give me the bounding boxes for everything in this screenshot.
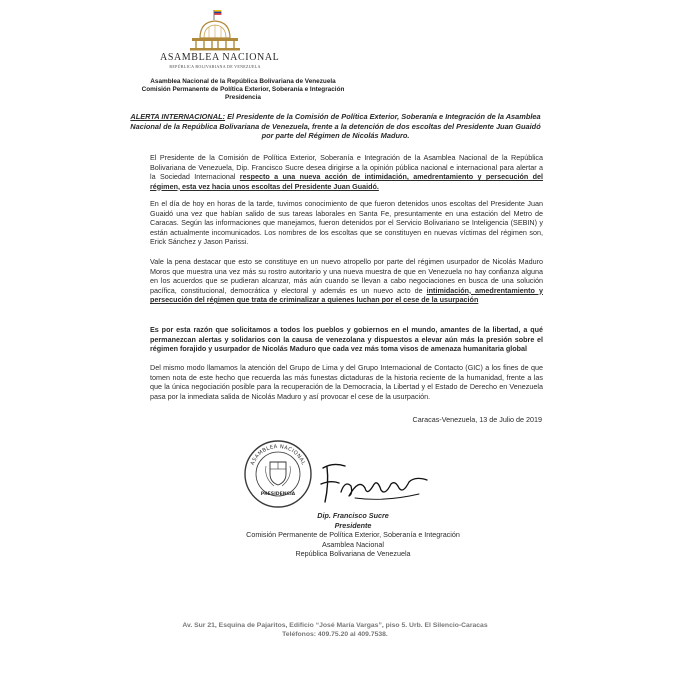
issuer-line: Comisión Permanente de Política Exterior, Soberanía e Integración [141, 86, 345, 93]
paragraph-emphasis: intimidación, amedrentamiento y persecución del régimen que trata de criminalizar a quienes luchan por el cese de la usurpación [150, 285, 543, 304]
seal-top-text: ASAMBLEA NACIONAL [249, 443, 307, 467]
flag-blue-stripe [214, 12, 221, 14]
seal-stamp-icon [242, 438, 314, 510]
signatory-line: República Bolivariana de Venezuela [295, 549, 411, 558]
seal-label: PRESIDENCIA [260, 492, 296, 497]
flag-yellow-stripe [214, 10, 221, 12]
title-lead: ALERTA INTERNACIONAL: [130, 112, 226, 121]
presidency-seal [242, 438, 314, 510]
title-rest: El Presidente de la Comisión de Política Exterior, Soberanía e Integración de la Asamblea Nacional de la República Bolivariana de Venezuela, frente a la detención de dos escoltas del Presidente Juan Guaidó por parte del Régimen de Nicolás Maduro. [130, 112, 541, 141]
footer [150, 621, 520, 639]
flag-red-stripe [214, 13, 221, 15]
signatory-name: Dip. Francisco Sucre [317, 511, 389, 520]
issuer-line: Presidencia [225, 94, 261, 101]
issuer-line: Asamblea Nacional de la República Bolivariana de Venezuela [150, 78, 336, 85]
logo-name: ASAMBLEA NACIONAL [160, 52, 280, 63]
paragraph-1 [150, 153, 543, 191]
asamblea-nacional-logo [160, 8, 280, 69]
paragraph-emphasis: respecto a una nueva acción de intimidación, amedrentamiento y persecución del régimen, esta vez hacia unos escoltas del Presidente Juan Guaidó. [150, 172, 543, 191]
paragraph-text: Vale la pena destacar que esto se constituye en un nuevo atropello por parte del régimen usurpador de Nicolás Maduro Moros que muestra una vez más su rostro autoritario y una nueva muestra de que en Venezuela no hay confianza alguna en los acuerdos que se pudieran alcanzar, más aún cuando se llevan a cabo negociaciones en busca de una solución pacífica, constitucional, democrática y electoral y además es un nuevo acto de [150, 257, 543, 295]
footer-phones: Teléfonos: 409.75.20 al 409.7538. [282, 631, 388, 638]
signature-block [228, 511, 478, 559]
handwritten-signature [315, 458, 435, 506]
signatory-role: Presidente [334, 520, 372, 530]
signatory-line: Comisión Permanente de Política Exterior, Soberanía e Integración [246, 530, 460, 539]
paragraph-3 [150, 257, 543, 305]
paragraph-4: Es por esta razón que solicitamos a todos los pueblos y gobiernos en el mundo, amantes de la libertad, a qué permanezcan alertas y solidarios con la causa de venezolana y dispuestos a elevar aún más la presión sobre el régimen forajido y usurpador de Nicolás Maduro que cada vez más toma visos de amenaza humanitaria global [150, 325, 543, 353]
footer-address: Av. Sur 21, Esquina de Pajaritos, Edificio “José María Vargas”, piso 5. Urb. El Silencio-Caracas [182, 622, 488, 629]
capitol-dome-icon [160, 8, 270, 54]
paragraph-text: El Presidente de la Comisión de Política Exterior, Soberanía e Integración de la Asamblea Nacional de la República Bolivariana de Venezuela, Dip. Francisco Sucre desea dirigirse a la opinión pública nacional e internacional para alertar a la Sociedad Internacional [150, 153, 543, 181]
signatory-line: Asamblea Nacional [322, 539, 384, 549]
paragraph-2: En el día de hoy en horas de la tarde, tuvimos conocimiento de que fueron detenidos unos escoltas del Presidente Juan Guaidó una vez que habían salido de sus tareas laborales en Santa Fe, presuntamente en una estación del Metro de Caracas. Según las informaciones que manejamos, fueron detenidos por el Servicio Bolivariano se Inteligencia (SEBIN) y están actualmente incomunicados. Los nombres de los escoltas que se constituyen en nuevas víctimas del régimen son, Erick Sánchez y Jason Parissi. [150, 199, 543, 246]
issuer-block [113, 78, 373, 102]
dateline: Caracas-Venezuela, 13 de Julio de 2019 [412, 415, 542, 424]
document-title [128, 112, 543, 141]
logo-subtitle: REPÚBLICA BOLIVARIANA DE VENEZUELA [169, 64, 261, 69]
paragraph-5: Del mismo modo llamamos la atención del Grupo de Lima y del Grupo Internacional de Contacto (GIC) a los fines de que tomen nota de este hecho que recuerda las más funestas dictaduras de la historia reciente de la humanidad, frente a las que la única negociación posible para la recuperación de la Democracia, la Libertad y el Estado de Derecho en Venezuela pasa por la inmediata salida de Nicolás Maduro y así provocar el cese de la usurpación. [150, 363, 543, 401]
